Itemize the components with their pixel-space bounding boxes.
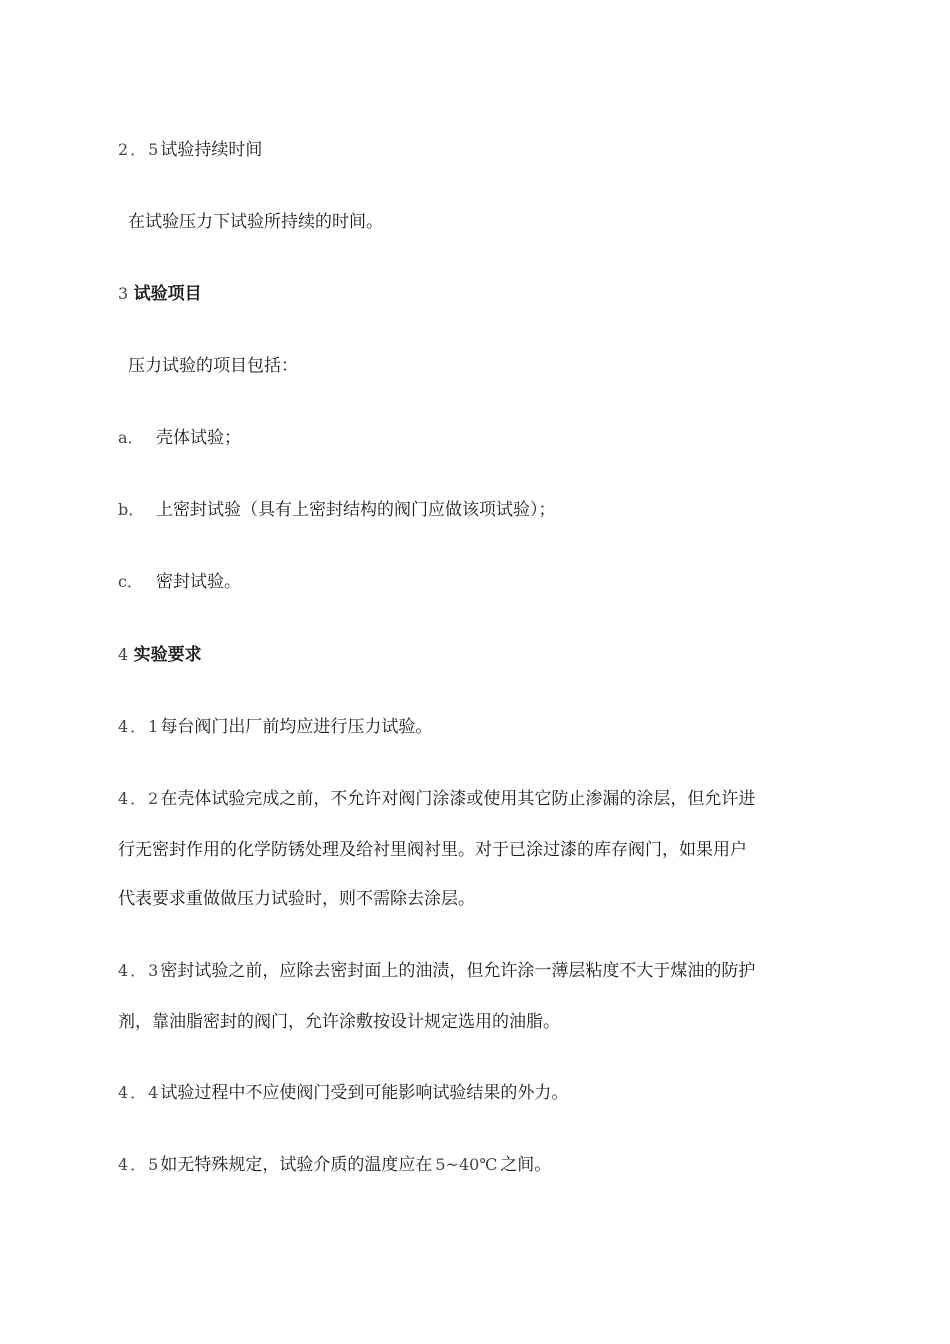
section-title: 试验持续时间 [160,140,263,160]
list-item-text: 密封试验。 [156,572,241,592]
section-4-2-line-2: 行无密封作用的化学防锈处理及给衬里阀衬里。对于已涂过漆的库存阀门，如果用户 [118,840,747,860]
list-item-a [118,426,241,450]
paragraph-text: 在壳体试验完成之前，不允许对阀门涂漆或使用其它防止渗漏的涂层，但允许进 [160,789,756,809]
section-3-intro: 压力试验的项目包括： [128,356,298,376]
paragraph-text: 试验过程中不应使阀门受到可能影响试验结果的外力。 [160,1083,569,1103]
section-number: 4．2 [118,789,161,808]
section-2-5-body: 在试验压力下试验所持续的时间。 [128,212,383,232]
section-number: 4．3 [118,961,161,980]
section-4-2-line-3: 代表要求重做做压力试验时，则不需除去涂层。 [118,889,475,909]
section-number: 3 [118,284,129,303]
section-4-3-line-1 [118,959,755,983]
section-2-5-heading [118,138,262,162]
list-marker: b． [118,500,145,519]
section-4-2-line-1 [118,787,755,811]
section-4-4 [118,1081,568,1105]
section-title: 试验项目 [133,284,202,304]
section-number: 4 [118,645,129,664]
paragraph-text: 如无特殊规定，试验介质的温度应在 [160,1155,433,1175]
list-item-text: 壳体试验； [156,428,241,448]
temperature-range: 5~40℃ [435,1155,498,1174]
list-item-b [118,498,556,522]
section-4-5 [118,1153,551,1177]
section-number: 4．4 [118,1083,161,1102]
list-marker: a． [118,428,144,447]
section-number: 4．5 [118,1155,161,1174]
list-item-text: 上密封试验（具有上密封结构的阀门应做该项试验）； [156,500,556,520]
section-title: 实验要求 [133,645,202,665]
paragraph-text: 之间。 [500,1155,552,1175]
section-number: 2．5 [118,140,161,159]
paragraph-text: 每台阀门出厂前均应进行压力试验。 [160,717,433,737]
paragraph-text: 密封试验之前，应除去密封面上的油渍，但允许涂一薄层粘度不大于煤油的防护 [160,961,756,981]
section-4-3-line-2: 剂，靠油脂密封的阀门，允许涂敷按设计规定选用的油脂。 [118,1012,560,1032]
section-4-heading [118,643,202,667]
list-marker: c． [118,572,143,591]
section-number: 4．1 [118,717,161,736]
section-4-1 [118,715,432,739]
list-item-c [118,570,241,594]
section-3-heading [118,282,202,306]
